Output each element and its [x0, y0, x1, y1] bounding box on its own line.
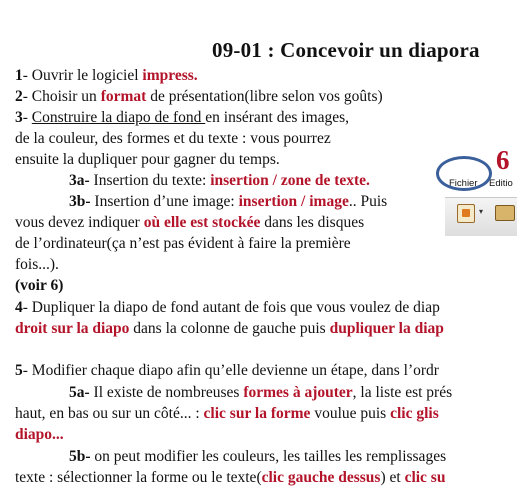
step-1 [15, 65, 198, 86]
step-number: 4 [15, 299, 23, 316]
step-text: dans la colonne de gauche puis [129, 320, 330, 337]
step-label: 5b- [69, 448, 91, 465]
step-text-after: .. Puis [348, 193, 388, 210]
step-5a-line-3: diapo... [15, 426, 64, 443]
step-4-line-2 [15, 318, 444, 339]
menu-fichier[interactable]: Fichier [449, 178, 478, 189]
step-text-end: dans les disques [260, 214, 365, 231]
highlight: où elle est stockée [143, 214, 261, 231]
figure-number: 6 [496, 145, 510, 175]
step-3b-line-2 [15, 212, 364, 233]
step-text-2: de présentation(libre selon vos goûts) [146, 88, 383, 105]
step-text: haut, en bas ou sur un côté... : [15, 405, 204, 422]
highlight-2: dupliquer la diap [329, 320, 444, 337]
step-5 [15, 360, 439, 381]
step-text: Il existe de nombreuses [89, 384, 244, 401]
see-figure-note: (voir 6) [15, 277, 64, 294]
step-number: 2 [15, 88, 23, 105]
step-3-line-3: ensuite la dupliquer pour gagner du temps. [15, 151, 280, 168]
highlight-2: clic su [404, 469, 446, 486]
step-label: 3a- [69, 172, 90, 189]
step-text: Insertion d’une image: [90, 193, 239, 210]
step-text: en insérant des images, [205, 109, 350, 126]
highlight: insertion / image [238, 193, 349, 210]
step-number: 5 [15, 362, 23, 379]
step-3-line-2: de la couleur, des formes et du texte : vous pourrez [15, 130, 331, 147]
step-text: Insertion du texte: [89, 172, 211, 189]
step-text: vous devez indiquer [15, 214, 144, 231]
step-text: - Dupliquer la diapo de fond autant de fois que vous voulez de diap [22, 299, 440, 316]
highlight: droit sur la diapo [15, 320, 130, 337]
highlight: insertion / zone de texte. [210, 172, 370, 189]
underlined-text: Construire la diapo de fond [31, 109, 206, 126]
step-text-mid: voulue puis [310, 405, 391, 422]
step-text: texte : sélectionner la forme ou le texte( [15, 469, 262, 486]
highlight-2: clic glis [390, 405, 439, 422]
step-number: 1 [15, 67, 23, 84]
step-3b-line-4: fois...). [15, 256, 59, 273]
page-title: 09-01 : Concevoir un diapora [212, 38, 480, 62]
highlight: formes à ajouter [243, 384, 353, 401]
step-4 [15, 297, 440, 318]
chevron-down-icon[interactable]: ▾ [479, 207, 484, 216]
highlight: clic gauche dessus [261, 469, 381, 486]
toolbar [445, 197, 517, 236]
step-text: - Choisir un [22, 88, 101, 105]
step-3 [15, 107, 349, 128]
step-text: - Modifier chaque diapo afin qu’elle devienne un étape, dans l’ordr [22, 362, 439, 379]
highlight: clic sur la forme [203, 405, 311, 422]
step-label: 5a- [69, 384, 90, 401]
step-dash: - [22, 109, 32, 126]
step-5b-line-2 [15, 467, 445, 488]
step-text-mid: ) et [380, 469, 405, 486]
open-folder-icon[interactable] [495, 205, 515, 221]
step-3b [69, 191, 387, 212]
step-text: - Ouvrir le logiciel [22, 67, 143, 84]
highlight: format [100, 88, 147, 105]
menu-edition[interactable]: Editio [489, 178, 513, 189]
highlight: impress. [142, 67, 198, 84]
step-2 [15, 86, 383, 107]
step-text-after: , la liste est prés [352, 384, 453, 401]
step-number: 3 [15, 109, 23, 126]
step-3a [69, 170, 370, 191]
step-5b [69, 446, 446, 467]
step-5a [69, 382, 452, 403]
step-5a-line-2 [15, 403, 439, 424]
step-3b-line-3: de l’ordinateur(ça n’est pas évident à faire la première [15, 235, 351, 252]
step-text: on peut modifier les couleurs, les tailles les remplissages [90, 448, 447, 465]
highlight-circle [436, 156, 492, 191]
new-presentation-icon[interactable] [457, 204, 475, 223]
step-label: 3b- [69, 193, 91, 210]
